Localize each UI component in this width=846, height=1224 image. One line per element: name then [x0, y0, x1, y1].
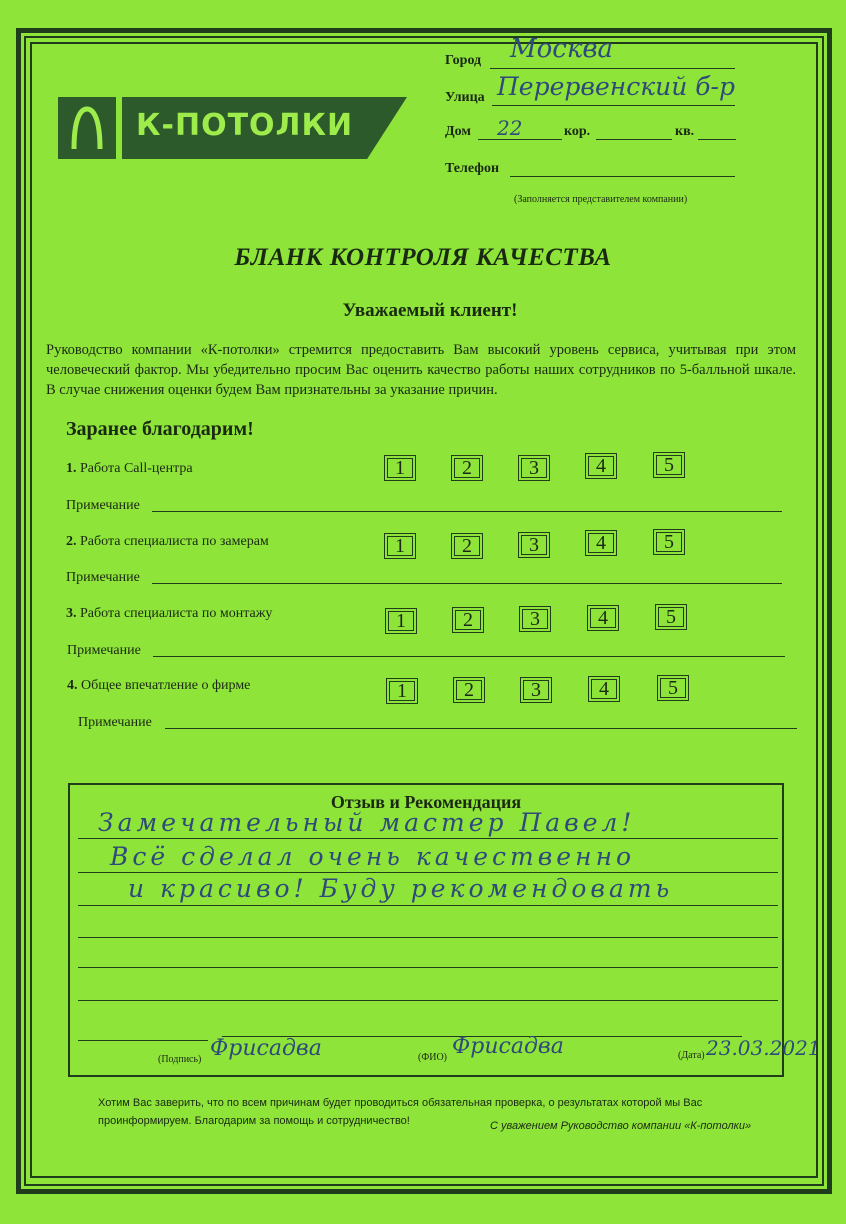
q1-rating-4[interactable]: 4: [585, 453, 617, 479]
q2-rating-2[interactable]: 2: [451, 533, 483, 559]
street-value: Перервенский б-р: [497, 72, 736, 101]
q2-remark-field[interactable]: [152, 583, 782, 584]
apartment-field[interactable]: [698, 139, 736, 140]
q4-rating-5[interactable]: 5: [657, 675, 689, 701]
review-rule-1[interactable]: [78, 838, 778, 839]
signature-label: (Подпись): [158, 1054, 202, 1065]
house-label: Дом: [445, 124, 471, 139]
question-1: [66, 461, 193, 477]
q4-rating-1[interactable]: 1: [386, 678, 418, 704]
question-number: 1.: [66, 461, 77, 476]
q1-rating-1[interactable]: 1: [384, 455, 416, 481]
question-text: Работа Call-центра: [80, 461, 193, 476]
q3-remark-field[interactable]: [153, 656, 785, 657]
q3-rating-4[interactable]: 4: [587, 605, 619, 631]
q2-rating-4[interactable]: 4: [585, 530, 617, 556]
footer-text: Хотим Вас заверить, что по всем причинам будет проводиться обязательная проверка, о результатах которой мы Вас проинформируем. Благодарим за помощь и сотрудничество!: [98, 1097, 703, 1127]
question-number: 2.: [66, 534, 77, 549]
question-number: 4.: [67, 678, 78, 693]
review-rule-4[interactable]: [78, 937, 778, 938]
question-2: [66, 534, 269, 550]
q3-remark-label: Примечание: [67, 643, 141, 658]
question-text: Работа специалиста по замерам: [80, 534, 269, 549]
street-label: Улица: [445, 90, 485, 105]
q4-remark-field[interactable]: [165, 728, 797, 729]
address-note: (Заполняется представителем компании): [514, 194, 688, 205]
review-line-1: Замечательный мастер Павел!: [98, 808, 636, 837]
thanks-heading: Заранее благодарим!: [66, 418, 254, 440]
q2-rating-1[interactable]: 1: [384, 533, 416, 559]
phone-field[interactable]: [510, 176, 735, 177]
intro-text: Руководство компании «К-потолки» стремится предоставить Вам высокий уровень сервиса, учитывая при этом человеческий фактор. Мы убедительно просим Вас оценить качество работы наших сотрудников по 5-балльной шкале. В случае снижения оценки будем Вам признательны за указание причин.: [46, 342, 796, 398]
q1-rating-3[interactable]: 3: [518, 455, 550, 481]
q2-rating-5[interactable]: 5: [653, 529, 685, 555]
house-value: 22: [497, 116, 523, 140]
q1-remark-field[interactable]: [152, 511, 782, 512]
q4-remark-label: Примечание: [78, 715, 152, 730]
signature-value: Фрисадва: [210, 1036, 322, 1061]
q4-rating-4[interactable]: 4: [588, 676, 620, 702]
building-field[interactable]: [596, 139, 672, 140]
review-rule-6[interactable]: [78, 1000, 778, 1001]
phone-label: Телефон: [445, 161, 500, 176]
review-rule-2[interactable]: [78, 872, 778, 873]
city-label: Город: [445, 53, 482, 68]
review-line-2: Всё сделал очень качественно: [110, 842, 636, 871]
signature-field[interactable]: [78, 1040, 208, 1041]
review-rule-5[interactable]: [78, 967, 778, 968]
review-rule-3[interactable]: [78, 905, 778, 906]
question-text: Общее впечатление о фирме: [81, 678, 251, 693]
apartment-label: кв.: [675, 124, 695, 139]
q1-remark-label: Примечание: [66, 498, 140, 513]
city-value: Москва: [510, 34, 613, 64]
question-text: Работа специалиста по монтажу: [80, 606, 273, 621]
q2-rating-3[interactable]: 3: [518, 532, 550, 558]
date-value: 23.03.2021: [706, 1036, 821, 1060]
question-number: 3.: [66, 606, 77, 621]
q4-rating-3[interactable]: 3: [520, 677, 552, 703]
city-field[interactable]: [490, 68, 735, 69]
street-field[interactable]: [492, 105, 735, 106]
name-value: Фрисадва: [452, 1034, 564, 1059]
q3-rating-1[interactable]: 1: [385, 608, 417, 634]
logo-mark: [58, 97, 116, 159]
q3-rating-2[interactable]: 2: [452, 607, 484, 633]
arch-icon: [68, 105, 106, 151]
review-line-3: и красиво! Буду рекомендовать: [128, 874, 674, 903]
greeting: Уважаемый клиент!: [342, 300, 518, 321]
logo-text: К-ПОТОЛКИ: [136, 108, 354, 143]
footer-regards: С уважением Руководство компании «К-потолки»: [490, 1120, 752, 1132]
building-label: кор.: [564, 124, 591, 139]
date-label: (Дата): [678, 1050, 705, 1061]
form-title: БЛАНК КОНТРОЛЯ КАЧЕСТВА: [234, 244, 612, 271]
q3-rating-5[interactable]: 5: [655, 604, 687, 630]
review-title: Отзыв и Рекомендация: [330, 792, 522, 812]
q4-rating-2[interactable]: 2: [453, 677, 485, 703]
q1-rating-2[interactable]: 2: [451, 455, 483, 481]
question-3: [66, 606, 272, 622]
q3-rating-3[interactable]: 3: [519, 606, 551, 632]
name-label: (ФИО): [418, 1052, 448, 1063]
question-4: [67, 678, 250, 694]
q1-rating-5[interactable]: 5: [653, 452, 685, 478]
q2-remark-label: Примечание: [66, 570, 140, 585]
